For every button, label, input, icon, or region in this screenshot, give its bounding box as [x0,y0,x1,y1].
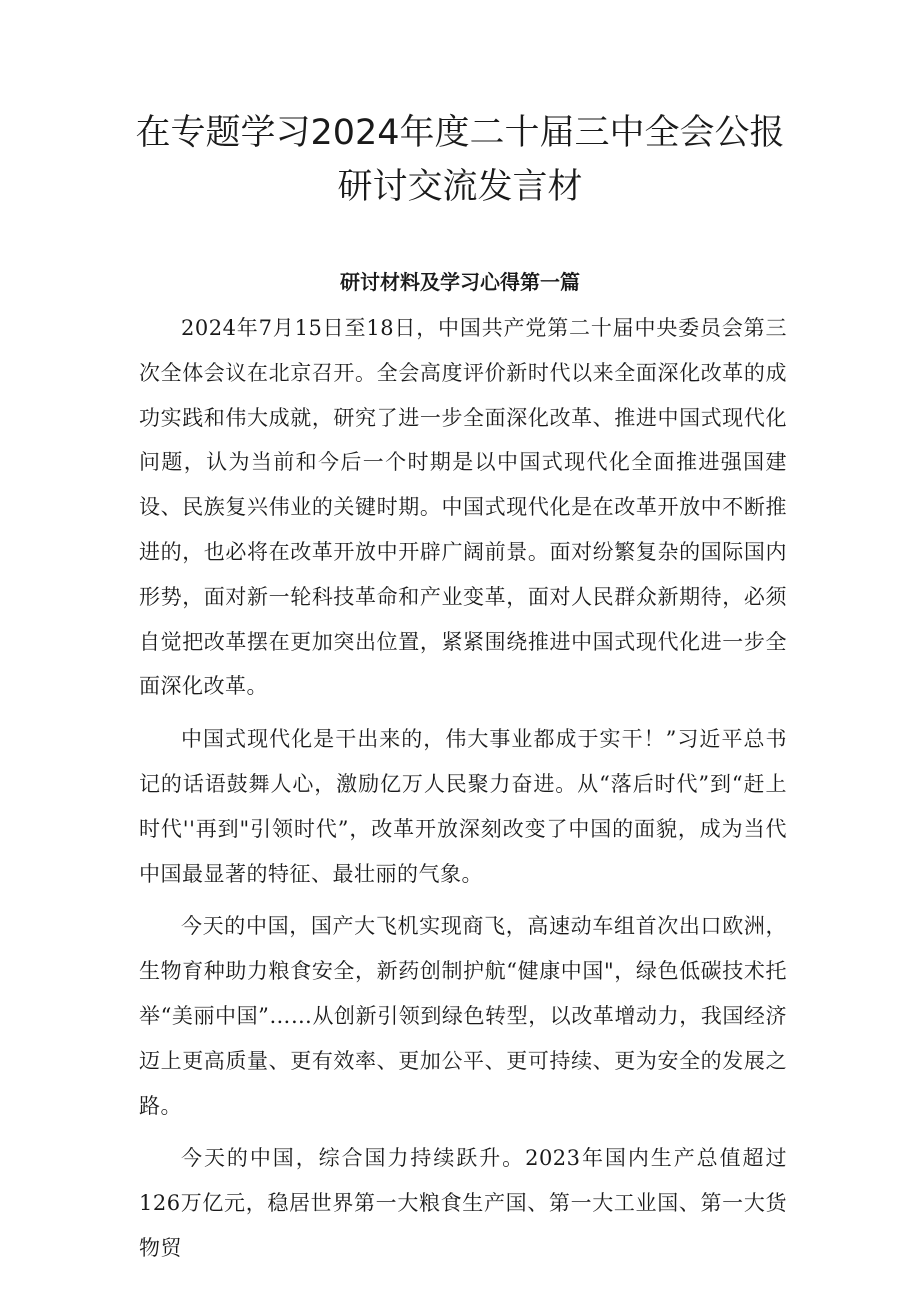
paragraph-3: 今天的中国，国产大飞机实现商飞，高速动车组首次出口欧洲，生物育种助力粮食安全，新药创制护航“健康中国"，绿色低碳技术托举“美丽中国”……从创新引领到绿色转型，以改革增动力，我国经济迈上更高质量、更有效率、更加公平、更可持续、更为安全的发展之路。 [139,914,787,1118]
document-body [139,306,787,1279]
paragraph-4: 今天的中国，综合国力持续跃升。2023年国内生产总值超过126万亿元，稳居世界第一大粮食生产国、第一大工业国、第一大货物贸 [139,1146,787,1260]
paragraph-2: 中国式现代化是干出来的，伟大事业都成于实干！”习近平总书记的话语鼓舞人心，激励亿万人民聚力奋进。从“落后时代”到“赶上时代''再到"引领时代”，改革开放深刻改变了中国的面貌，成为当代中国最显著的特征、最壮丽的气象。 [139,727,787,886]
section-heading: 研讨材料及学习心得第一篇 [340,270,580,294]
document-title-line-1: 在专题学习2024年度二十届三中全会公报 [135,113,785,153]
document-title-line-2: 研讨交流发言材 [337,167,583,207]
document-title [100,106,820,214]
paragraph-1: 2024年7月15日至18日，中国共产党第二十届中央委员会第三次全体会议在北京召开。全会高度评价新时代以来全面深化改革的成功实践和伟大成就，研究了进一步全面深化改革、推进中国式现代化问题，认为当前和今后一个时期是以中国式现代化全面推进强国建设、民族复兴伟业的关键时期。中国式现代化是在改革开放中不断推进的，也必将在改革开放中开辟广阔前景。面对纷繁复杂的国际国内形势，面对新一轮科技革命和产业变革，面对人民群众新期待，必须自觉把改革摆在更加突出位置，紧紧围绕推进中国式现代化进一步全面深化改革。 [139,316,787,699]
